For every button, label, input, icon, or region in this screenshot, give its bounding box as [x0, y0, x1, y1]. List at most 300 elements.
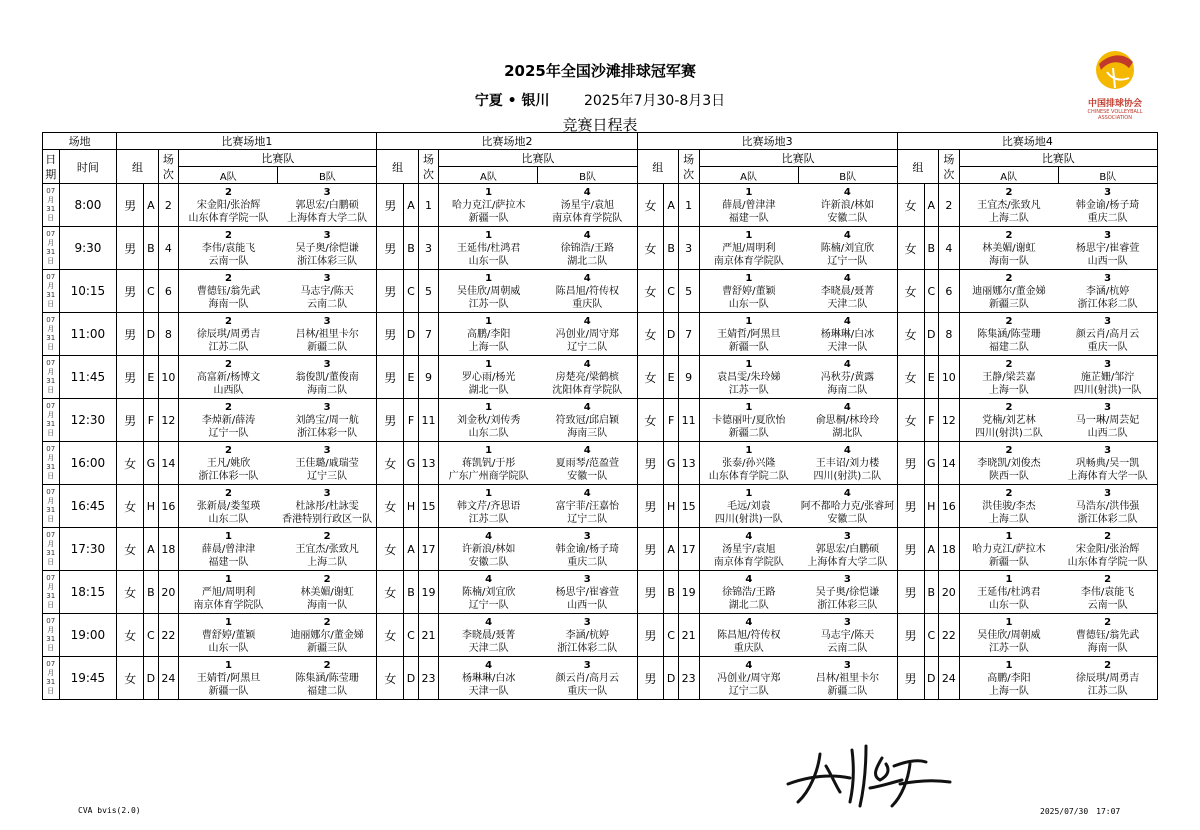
team-unit: 新疆二队 [307, 341, 348, 353]
team-unit: 山西队 [213, 384, 244, 396]
team-players: 曹舒婷/董颖 [722, 285, 776, 297]
group-cell: D [664, 313, 678, 356]
team-unit: 山东一队 [728, 298, 769, 310]
team-unit: 云南一队 [1087, 599, 1128, 611]
team-unit: 广东广州商学院队 [448, 470, 529, 482]
team-unit: 南京体育学院队 [193, 599, 264, 611]
match-number-cell: 5 [678, 270, 699, 313]
team-seed: 2 [1005, 186, 1013, 198]
team-a-cell [439, 227, 538, 270]
team-players: 俞思桐/林玲玲 [815, 414, 880, 426]
team-a-cell [439, 313, 538, 356]
match-date: 07月31日 [43, 313, 60, 356]
team-players: 马志宇/陈天 [300, 285, 354, 297]
match-time: 19:45 [59, 657, 117, 700]
team-unit: 浙江体彩二队 [557, 642, 618, 654]
schedule-row [43, 442, 1158, 485]
match-date: 07月31日 [43, 184, 60, 227]
schedule-row [43, 657, 1158, 700]
match-number-cell: 9 [678, 356, 699, 399]
team-a-cell [179, 528, 278, 571]
team-unit: 江苏一队 [468, 298, 509, 310]
team-players: 刘金秋/刘传秀 [456, 414, 521, 426]
team-unit: 山东二队 [208, 513, 249, 525]
gender-cell: 男 [637, 528, 664, 571]
team-seed: 3 [583, 616, 591, 628]
group-cell: C [924, 270, 938, 313]
team-b-cell [798, 227, 897, 270]
team-players: 高富新/杨博文 [196, 371, 261, 383]
group-cell: G [924, 442, 938, 485]
gender-cell: 男 [377, 227, 404, 270]
team-unit: 海南二队 [827, 384, 868, 396]
match-number-cell: 1 [678, 184, 699, 227]
team-seed: 2 [1005, 272, 1013, 284]
team-seed: 4 [583, 315, 591, 327]
gender-cell: 女 [117, 528, 144, 571]
team-players: 严旭/周明利 [722, 242, 776, 254]
team-unit: 江苏二队 [1087, 685, 1128, 697]
team-seed: 1 [745, 315, 753, 327]
gender-cell: 女 [637, 356, 664, 399]
team-unit: 云南二队 [307, 298, 348, 310]
team-b-cell [538, 528, 637, 571]
team-unit: 重庆二队 [567, 556, 608, 568]
group-cell: H [404, 485, 418, 528]
match-time: 18:15 [59, 571, 117, 614]
gender-cell: 女 [897, 270, 924, 313]
group-cell: B [144, 571, 158, 614]
court-1-header: 比赛场地1 [117, 133, 377, 150]
group-cell: H [664, 485, 678, 528]
schedule-row [43, 614, 1158, 657]
schedule-row [43, 528, 1158, 571]
team-b-cell [278, 356, 377, 399]
team-seed: 4 [843, 272, 851, 284]
team-unit: 江苏一队 [988, 642, 1029, 654]
team-a-cell [699, 270, 798, 313]
court-4-header: 比赛场地4 [897, 133, 1157, 150]
match-number-cell: 19 [678, 571, 699, 614]
gender-cell: 女 [117, 571, 144, 614]
team-seed: 2 [225, 272, 232, 284]
team-b-cell [538, 356, 637, 399]
team-players: 高鹏/李阳 [987, 672, 1031, 684]
team-unit: 陕西一队 [988, 470, 1029, 482]
team-players: 张泰/孙兴隆 [722, 457, 776, 469]
team-unit: 山西一队 [567, 599, 608, 611]
team-players: 郭思宏/白鹏硕 [295, 199, 359, 211]
team-seed: 4 [843, 315, 851, 327]
match-number-header: 场次 [678, 150, 699, 184]
group-cell: C [404, 614, 418, 657]
team-seed: 3 [583, 573, 591, 585]
gender-cell: 男 [897, 614, 924, 657]
gender-cell: 男 [377, 184, 404, 227]
team-seed: 4 [485, 573, 493, 585]
match-number-cell: 13 [678, 442, 699, 485]
team-seed: 4 [843, 229, 851, 241]
match-number-cell: 4 [939, 227, 960, 270]
gender-cell: 女 [897, 313, 924, 356]
team-b-cell [278, 485, 377, 528]
team-seed: 2 [323, 659, 331, 671]
team-a-cell [439, 614, 538, 657]
team-players: 李晓凯/刘俊杰 [977, 457, 1041, 469]
team-players: 哈力克江/萨拉木 [451, 199, 526, 211]
gender-cell: 男 [637, 657, 664, 700]
team-players: 高鹏/李阳 [466, 328, 511, 340]
team-players: 宋金阳/张治辉 [1075, 543, 1140, 555]
team-unit: 山西一队 [1087, 255, 1128, 267]
team-seed: 1 [485, 229, 493, 241]
team-players: 李涵/杭婷 [565, 629, 609, 641]
team-seed: 3 [323, 487, 331, 499]
match-number-cell: 14 [158, 442, 179, 485]
team-players: 许新浪/林如 [820, 199, 875, 211]
team-a-cell [699, 313, 798, 356]
team-players: 李焯新/薛涛 [201, 414, 256, 426]
team-unit: 上海体育大学一队 [1067, 470, 1148, 482]
match-time: 17:30 [59, 528, 117, 571]
team-seed: 2 [225, 315, 232, 327]
team-seed: 1 [225, 530, 232, 542]
team-b-cell [538, 657, 637, 700]
team-unit: 重庆一队 [1087, 341, 1128, 353]
match-date: 07月31日 [43, 571, 60, 614]
team-players: 刘鸽宝/周一航 [295, 414, 359, 426]
gender-cell: 男 [897, 485, 924, 528]
footer-timestamp: 2025/07/30 17:07 [1040, 807, 1121, 816]
team-unit: 湖北队 [832, 427, 863, 439]
group-cell: A [144, 184, 158, 227]
group-cell: A [664, 184, 678, 227]
team-players: 翁俊凯/董俊南 [295, 371, 359, 383]
team-a-cell [699, 485, 798, 528]
team-players: 吴子奥/徐恺谦 [815, 586, 880, 598]
team-a-cell [699, 184, 798, 227]
team-unit: 新疆二队 [827, 685, 868, 697]
team-seed: 1 [485, 444, 493, 456]
match-date: 07月31日 [43, 657, 60, 700]
teams-header: 比赛队 [179, 150, 377, 167]
logo-text: 中国排球协会 [1087, 99, 1142, 109]
match-number-cell: 7 [418, 313, 439, 356]
team-a-cell [699, 356, 798, 399]
team-a-cell [959, 313, 1058, 356]
team-seed: 1 [225, 573, 232, 585]
team-b-cell [278, 571, 377, 614]
team-seed: 3 [323, 358, 331, 370]
match-number-cell: 3 [418, 227, 439, 270]
court-3-header: 比赛场地3 [637, 133, 897, 150]
team-unit: 新疆二队 [728, 427, 769, 439]
group-header: 组 [377, 150, 418, 184]
team-unit: 重庆队 [733, 642, 764, 654]
logo-subtext: CHINESE VOLLEYBALL ASSOCIATION [1087, 109, 1143, 121]
gender-cell: 女 [377, 571, 404, 614]
group-cell: A [924, 184, 938, 227]
group-cell: B [664, 571, 678, 614]
team-unit: 辽宁二队 [567, 513, 608, 525]
match-number-cell: 8 [158, 313, 179, 356]
team-b-cell [1058, 184, 1157, 227]
group-cell: D [924, 313, 938, 356]
team-players: 王宜杰/张致凡 [295, 543, 359, 555]
team-unit: 海南三队 [567, 427, 608, 439]
team-players: 曹舒婷/董颖 [201, 629, 256, 641]
match-number-cell: 10 [939, 356, 960, 399]
match-number-cell: 11 [678, 399, 699, 442]
team-unit: 新疆一队 [208, 685, 249, 697]
group-cell: B [404, 571, 418, 614]
team-seed: 4 [843, 487, 851, 499]
team-unit: 沈阳体育学院队 [552, 384, 623, 396]
team-players: 颜云肖/高月云 [1075, 328, 1140, 340]
team-players: 毛远/刘袁 [727, 500, 771, 512]
group-cell: F [924, 399, 938, 442]
team-unit: 上海体育大学二队 [287, 212, 368, 224]
group-cell: F [144, 399, 158, 442]
team-seed: 4 [745, 573, 753, 585]
team-seed: 4 [843, 401, 851, 413]
team-unit: 福建一队 [728, 212, 769, 224]
match-time: 9:30 [59, 227, 117, 270]
team-unit: 上海一队 [468, 341, 509, 353]
match-number-cell: 12 [158, 399, 179, 442]
team-seed: 4 [485, 616, 493, 628]
team-unit: 安徽一队 [567, 470, 608, 482]
team-players: 卡德丽叶/夏欣怡 [712, 414, 786, 426]
team-a-cell [439, 184, 538, 227]
group-cell: A [664, 528, 678, 571]
match-number-cell: 3 [678, 227, 699, 270]
match-date: 07月31日 [43, 614, 60, 657]
team-seed: 4 [745, 659, 753, 671]
schedule-subtitle: 竞赛日程表 [562, 116, 638, 134]
team-seed: 3 [1104, 315, 1112, 327]
team-unit: 新疆一队 [728, 341, 769, 353]
schedule-row [43, 485, 1158, 528]
team-a-cell [959, 227, 1058, 270]
match-number-header: 场次 [939, 150, 960, 184]
gender-cell: 女 [897, 399, 924, 442]
team-players: 薛晨/曾津津 [201, 543, 256, 555]
team-players: 冯秋芬/黄露 [820, 371, 875, 383]
gender-cell: 女 [377, 485, 404, 528]
team-b-cell [278, 614, 377, 657]
team-seed: 2 [1005, 358, 1013, 370]
team-b-cell [1058, 356, 1157, 399]
team-players: 陈楠/刘宜欣 [461, 586, 516, 598]
team-unit: 山东体育学院一队 [1067, 556, 1148, 568]
team-unit: 江苏二队 [468, 513, 509, 525]
team-unit: 安徽二队 [827, 212, 868, 224]
court-2-header: 比赛场地2 [377, 133, 637, 150]
match-number-cell: 17 [418, 528, 439, 571]
schedule-row [43, 399, 1158, 442]
team-b-cell [278, 227, 377, 270]
team-a-cell [439, 485, 538, 528]
team-unit: 辽宁二队 [567, 341, 608, 353]
team-b-cell [538, 227, 637, 270]
team-b-cell [798, 571, 897, 614]
team-unit: 海南二队 [307, 384, 348, 396]
team-seed: 2 [1104, 530, 1112, 542]
team-unit: 云南二队 [827, 642, 868, 654]
team-b-cell [798, 399, 897, 442]
group-cell: D [404, 657, 418, 700]
team-seed: 1 [225, 659, 232, 671]
team-seed: 2 [225, 186, 232, 198]
team-a-cell [179, 485, 278, 528]
team-players: 王佳璐/戚瑞莹 [295, 457, 359, 469]
team-seed: 4 [485, 659, 493, 671]
match-number-cell: 5 [418, 270, 439, 313]
team-players: 许新浪/林如 [461, 543, 516, 555]
team-players: 陈楠/刘宜欣 [820, 242, 875, 254]
signature [770, 736, 970, 816]
team-b-cell [798, 184, 897, 227]
team-players: 蒋凯钒/于彤 [461, 457, 516, 469]
match-number-cell: 12 [939, 399, 960, 442]
team-players: 汤星宇/袁旭 [560, 199, 614, 211]
group-cell: D [924, 657, 938, 700]
team-a-cell [699, 399, 798, 442]
gender-cell: 女 [377, 614, 404, 657]
match-time: 19:00 [59, 614, 117, 657]
match-date: 07月31日 [43, 528, 60, 571]
team-seed: 3 [1104, 272, 1112, 284]
gender-cell: 女 [637, 270, 664, 313]
team-unit: 四川(射洪)一队 [714, 513, 783, 525]
team-a-cell [699, 227, 798, 270]
team-b-cell [278, 184, 377, 227]
match-number-cell: 16 [939, 485, 960, 528]
match-number-header: 场次 [418, 150, 439, 184]
team-b-cell [1058, 571, 1157, 614]
team-unit: 湖北一队 [468, 384, 509, 396]
team-seed: 2 [1104, 659, 1112, 671]
team-unit: 安徽二队 [827, 513, 868, 525]
team-seed: 1 [745, 487, 753, 499]
team-players: 罗心雨/杨光 [461, 371, 516, 383]
match-number-cell: 8 [939, 313, 960, 356]
team-unit: 南京体育学院队 [552, 212, 623, 224]
team-seed: 4 [843, 444, 851, 456]
team-players: 杨琳琳/白冰 [820, 328, 875, 340]
team-players: 符致冠/邱启颖 [555, 414, 619, 426]
team-b-cell [278, 528, 377, 571]
team-seed: 4 [843, 186, 851, 198]
group-cell: G [144, 442, 158, 485]
team-players: 吴佳欣/周朝威 [977, 629, 1041, 641]
team-seed: 1 [745, 229, 753, 241]
team-a-cell [699, 571, 798, 614]
team-seed: 3 [843, 659, 851, 671]
match-time: 11:45 [59, 356, 117, 399]
gender-cell: 女 [897, 184, 924, 227]
group-cell: D [664, 657, 678, 700]
team-seed: 1 [225, 616, 232, 628]
team-unit: 辽宁一队 [468, 599, 509, 611]
teams-header: 比赛队 [439, 150, 637, 167]
team-players: 王延伟/杜鸿君 [456, 242, 521, 254]
team-a-cell [179, 571, 278, 614]
match-time: 10:15 [59, 270, 117, 313]
team-players: 冯创业/周守郑 [717, 672, 781, 684]
team-b-cell [798, 270, 897, 313]
team-a-cell [439, 442, 538, 485]
team-seed: 2 [1005, 401, 1013, 413]
team-b-cell [538, 184, 637, 227]
team-unit: 四川(射洪)一队 [1073, 384, 1142, 396]
group-cell: E [404, 356, 418, 399]
team-a-cell [179, 227, 278, 270]
team-players: 吕林/祖里卡尔 [815, 672, 880, 684]
teams-header: 比赛队 [699, 150, 897, 167]
team-seed: 1 [485, 487, 493, 499]
match-number-cell: 23 [678, 657, 699, 700]
team-unit: 浙江体彩一队 [297, 427, 358, 439]
team-players: 冯创业/周守郑 [555, 328, 619, 340]
group-cell: D [404, 313, 418, 356]
match-number-cell: 22 [939, 614, 960, 657]
team-b-cell [1058, 485, 1157, 528]
event-dates: 2025年7月30-8月3日 [583, 93, 726, 109]
team-a-cell [179, 657, 278, 700]
team-players: 李涵/杭婷 [1085, 285, 1130, 297]
team-seed: 3 [583, 530, 591, 542]
team-seed: 1 [1005, 616, 1013, 628]
team-b-cell [798, 356, 897, 399]
team-unit: 天津一队 [468, 685, 509, 697]
team-players: 杨琳琳/白冰 [461, 672, 516, 684]
schedule-row [43, 270, 1158, 313]
team-unit: 新疆三队 [307, 642, 348, 654]
team-b-header: B队 [1058, 167, 1157, 184]
team-seed: 2 [225, 401, 232, 413]
group-cell: G [664, 442, 678, 485]
gender-cell: 男 [637, 442, 664, 485]
team-seed: 3 [1104, 487, 1112, 499]
team-seed: 2 [323, 616, 331, 628]
team-players: 阿不都哈力克/张睿珂 [800, 500, 895, 512]
team-seed: 4 [583, 401, 591, 413]
team-seed: 3 [323, 272, 331, 284]
gender-cell: 女 [637, 313, 664, 356]
match-number-cell: 18 [158, 528, 179, 571]
teams-header: 比赛队 [959, 150, 1157, 167]
team-b-cell [278, 399, 377, 442]
match-number-cell: 9 [418, 356, 439, 399]
team-seed: 1 [745, 272, 753, 284]
gender-cell: 男 [117, 184, 144, 227]
team-unit: 浙江体彩一队 [198, 470, 259, 482]
team-a-header: A队 [439, 167, 538, 184]
team-players: 巩畅典/吴一凯 [1075, 457, 1140, 469]
team-a-cell [179, 356, 278, 399]
team-a-cell [959, 571, 1058, 614]
team-players: 陈昌旭/符传权 [555, 285, 619, 297]
match-number-cell: 18 [939, 528, 960, 571]
team-b-cell [538, 313, 637, 356]
venue-header: 场地 [43, 133, 117, 150]
team-b-cell [1058, 657, 1157, 700]
team-seed: 4 [843, 358, 851, 370]
date-header: 日期 [43, 150, 60, 184]
match-date: 07月31日 [43, 442, 60, 485]
